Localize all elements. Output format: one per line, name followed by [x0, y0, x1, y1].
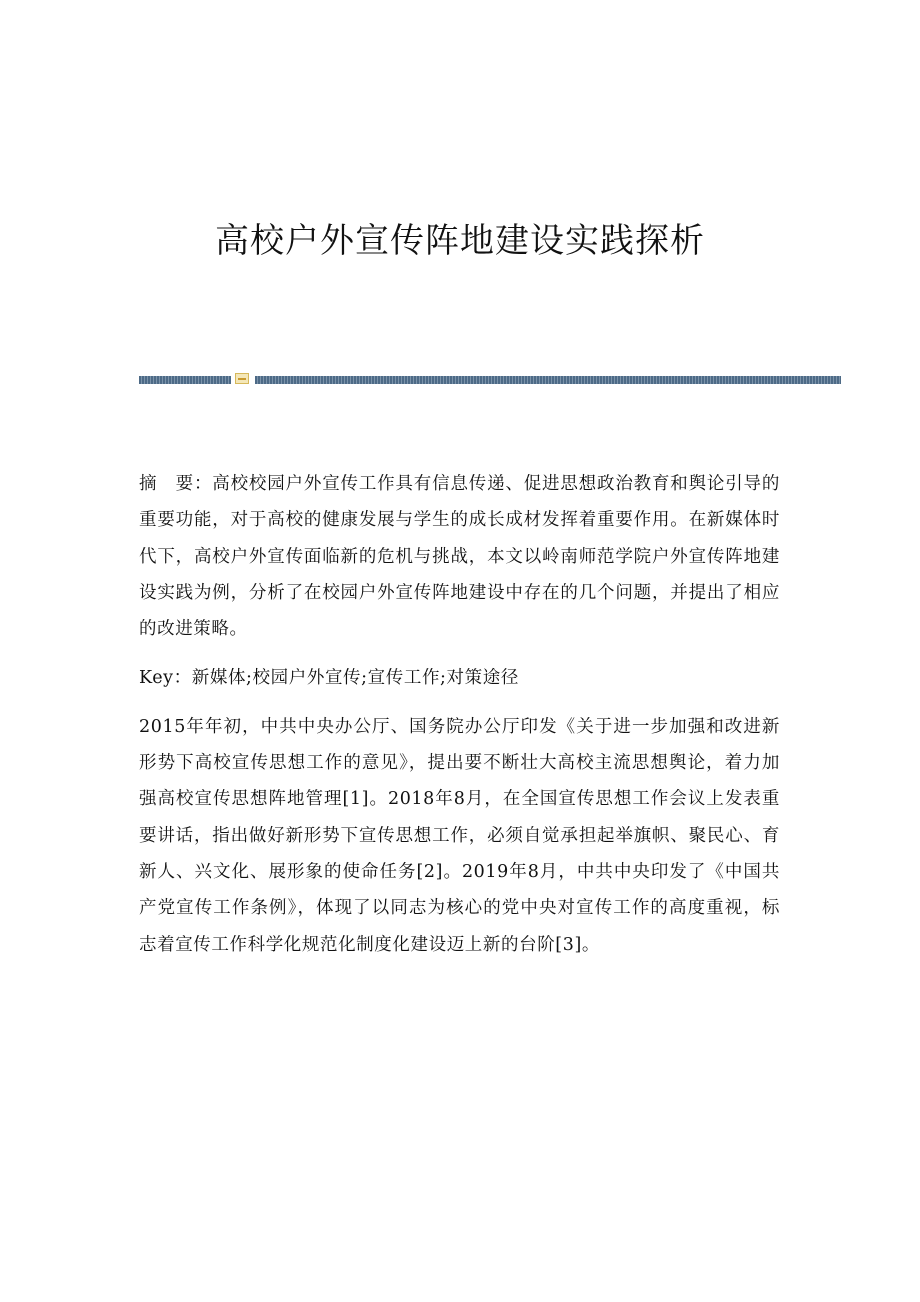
keywords-label: Key：: [139, 667, 192, 688]
divider-bar-left: [139, 376, 231, 384]
abstract-text: 高校校园户外宣传工作具有信息传递、促进思想政治教育和舆论引导的重要功能，对于高校的健康发展与学生的成长成材发挥着重要作用。在新媒体时代下，高校户外宣传面临新的危机与挑战，本文以岭南师范学院户外宣传阵地建设实践为例，分析了在校园户外宣传阵地建设中存在的几个问题，并提出了相应的改进策略。: [139, 474, 780, 640]
abstract-paragraph: [139, 466, 780, 647]
page-title: 高校户外宣传阵地建设实践探析: [215, 221, 705, 261]
keywords-text: 新媒体;校园户外宣传;宣传工作;对策途径: [191, 667, 519, 688]
body-paragraph: 2015年年初，中共中央办公厅、国务院办公厅印发《关于进一步加强和改进新形势下高校宣传思想工作的意见》，提出要不断壮大高校主流思想舆论，着力加强高校宣传思想阵地管理[1]。2018年8月，在全国宣传思想工作会议上发表重要讲话，指出做好新形势下宣传思想工作，必须自觉承担起举旗帜、聚民心、育新人、兴文化、展形象的使命任务[2]。2019年8月，中共中央印发了《中国共产党宣传工作条例》，体现了以同志为核心的党中央对宣传工作的高度重视，标志着宣传工作科学化规范化制度化建设迈上新的台阶[3]。: [139, 716, 780, 955]
document-body: [139, 466, 780, 975]
keywords-paragraph: [139, 660, 780, 696]
divider-bar-right: [255, 376, 841, 384]
divider-ornament-icon: [235, 373, 249, 384]
title-divider: [139, 373, 841, 385]
abstract-label: 摘 要：: [139, 474, 213, 494]
